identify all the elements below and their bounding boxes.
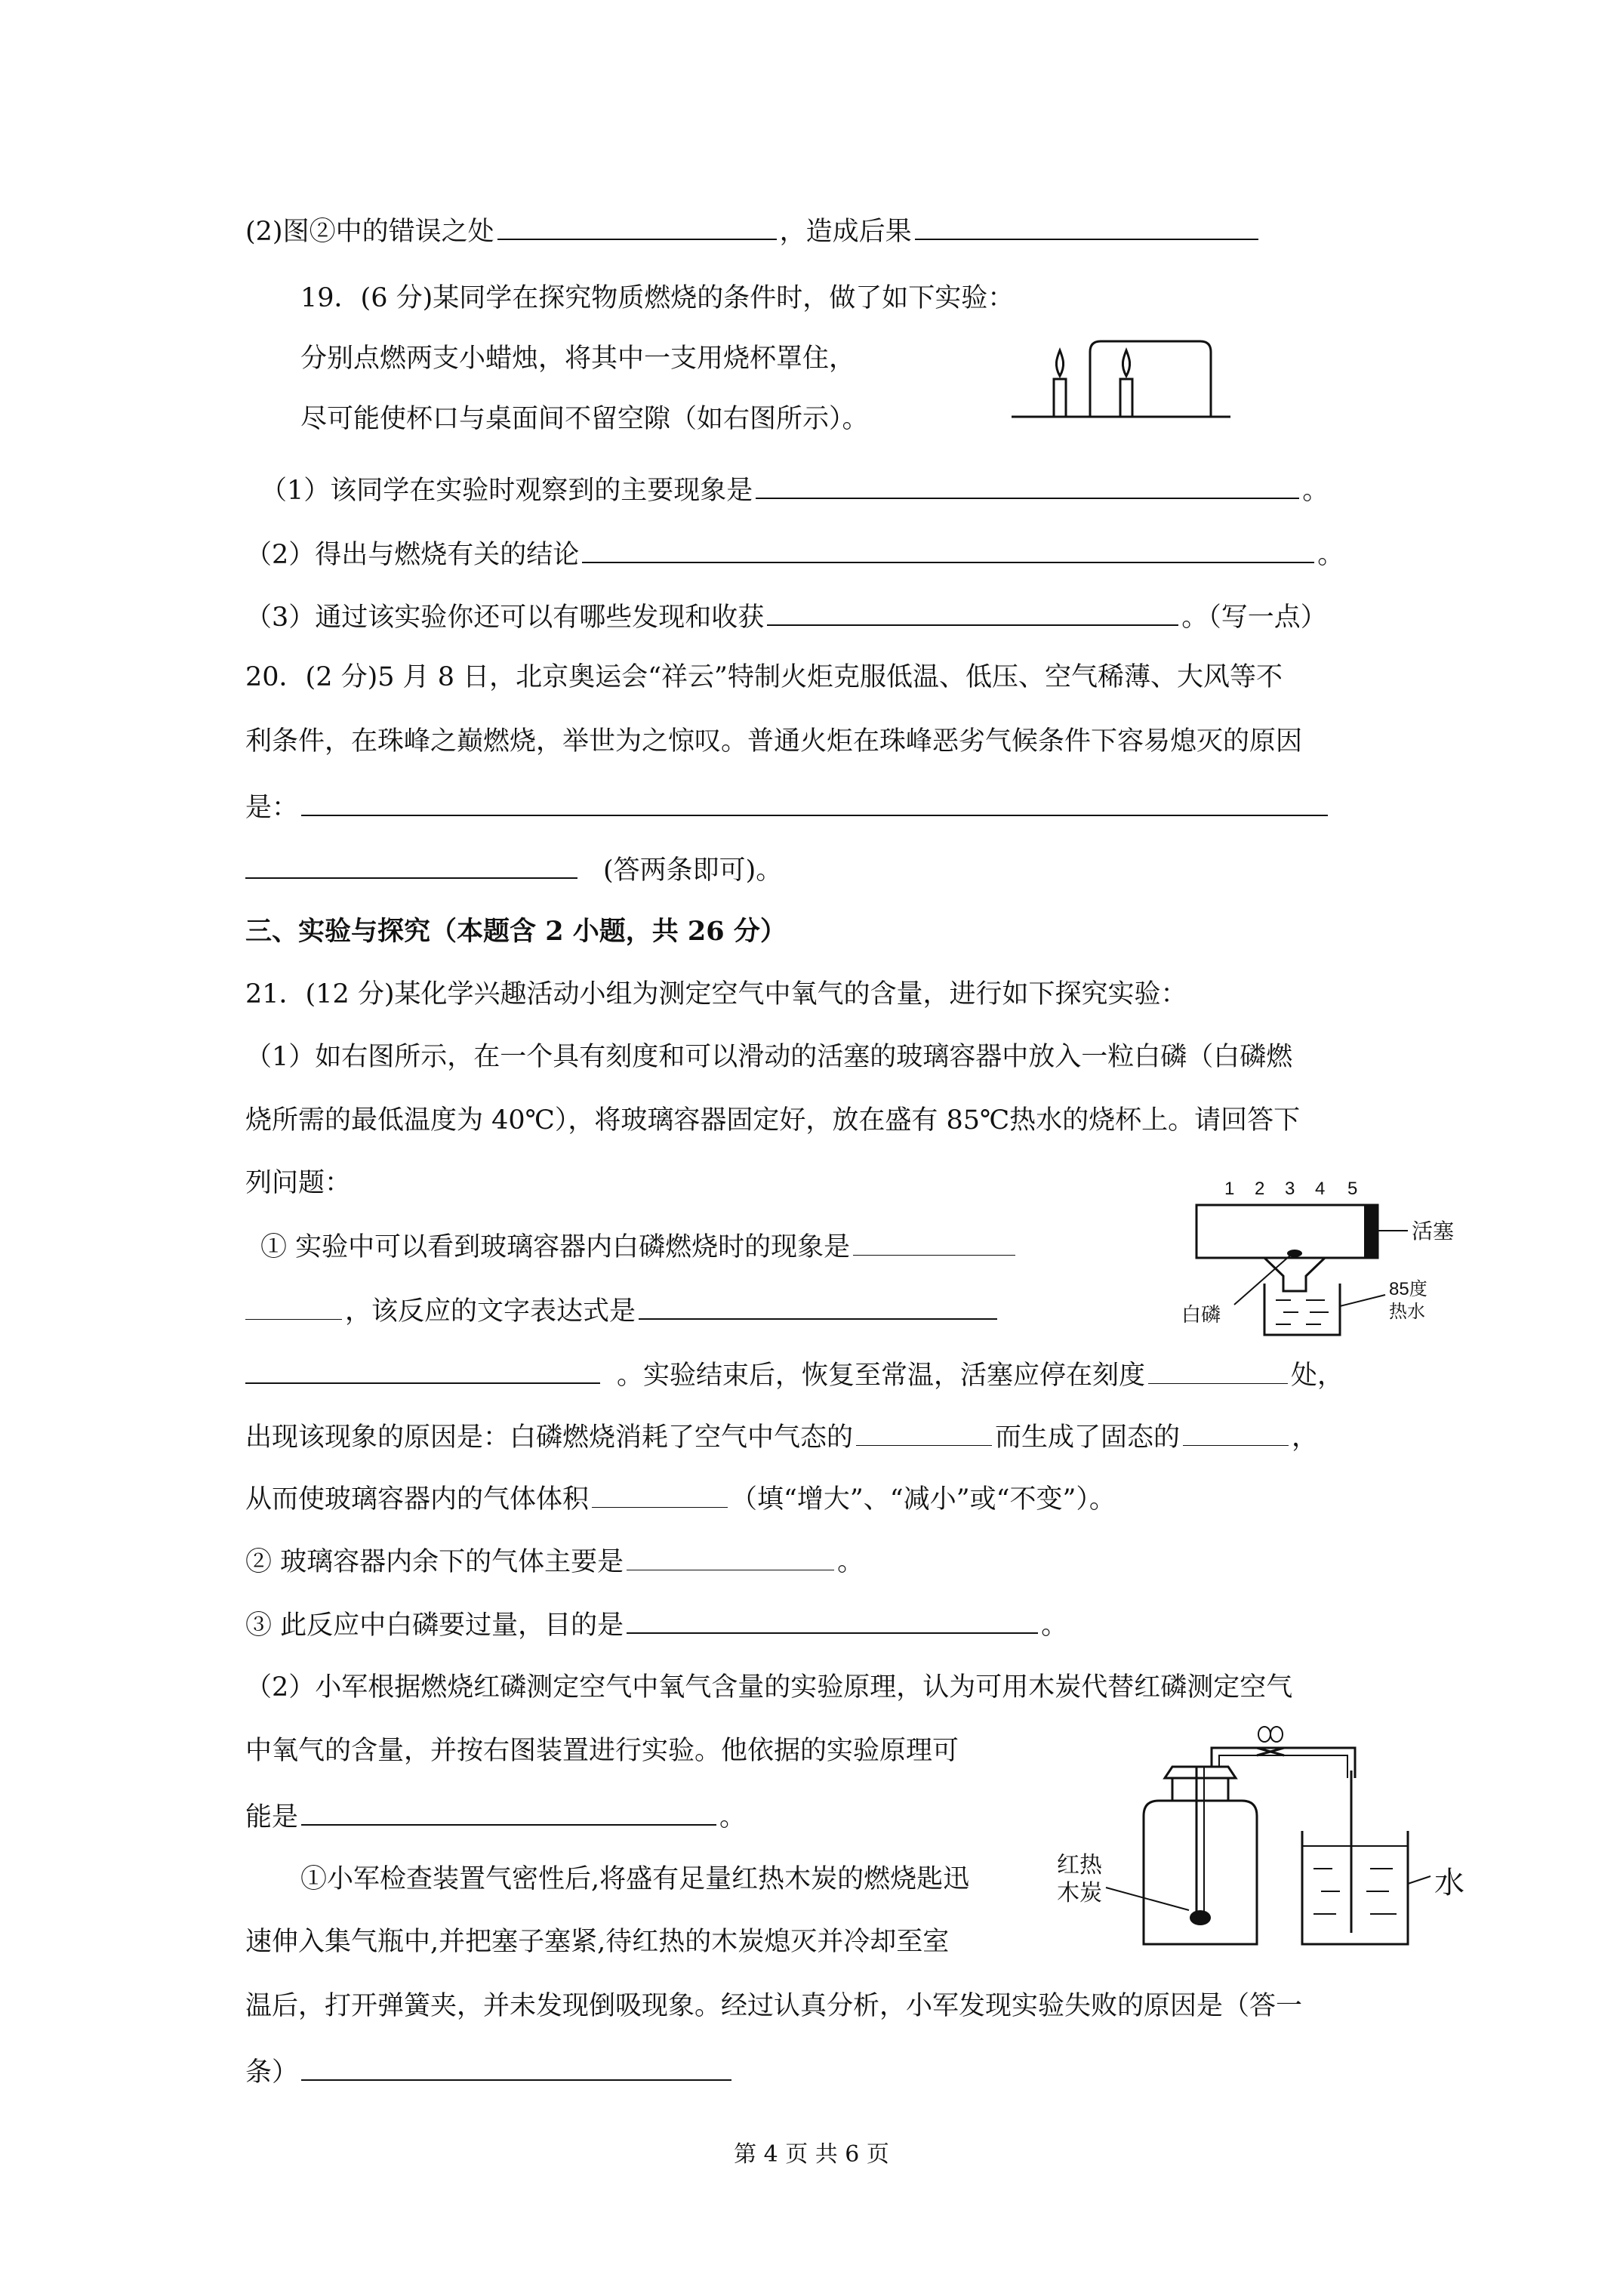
piston-label: 活塞 xyxy=(1412,1219,1455,1243)
scale-label: 5 xyxy=(1347,1179,1358,1199)
answer-blank[interactable] xyxy=(301,2054,731,2081)
piston-apparatus-figure xyxy=(1159,1170,1495,1340)
q21-p1-line-2: 烧所需的最低温度为 40℃），将玻璃容器固定好，放在盛有 85℃热水的烧杯上。请回答下 xyxy=(245,1105,1301,1136)
q21-s1-line-c: 。实验结束后，恢复至常温，活塞应停在刻度 处， xyxy=(245,1357,1344,1392)
answer-blank[interactable] xyxy=(582,536,1314,563)
q18-2-line: (2)图②中的错误之处 ，造成后果 xyxy=(245,213,1261,248)
q21-s1-line-e: 从而使玻璃容器内的气体体积 （填“增大”、“减小”或“不变”）。 xyxy=(245,1481,1116,1516)
q20-line-4: (答两条即可)。 xyxy=(245,852,782,887)
q19-sub1: （1）该同学在实验时观察到的主要现象是 。 xyxy=(260,472,1329,507)
answer-blank[interactable] xyxy=(245,852,577,879)
scale-label: 4 xyxy=(1315,1179,1326,1199)
q21-s1-line-a: ① 实验中可以看到玻璃容器内白磷燃烧时的现象是 xyxy=(260,1229,1018,1264)
answer-blank[interactable] xyxy=(627,1607,1038,1634)
answer-blank[interactable] xyxy=(1183,1419,1289,1446)
q21-p1-line-3: 列问题： xyxy=(245,1168,352,1198)
answer-blank[interactable] xyxy=(245,1357,600,1384)
q19-desc-2: 尽可能使杯口与桌面间不留空隙（如右图所示）。 xyxy=(300,404,869,434)
q21-p3-line-2: 速伸入集气瓶中,并把塞子塞紧,待红热的木炭熄灭并冷却至室 xyxy=(245,1927,950,1957)
answer-blank[interactable] xyxy=(245,1293,342,1320)
q21-p2-line-3: 能是 。 xyxy=(245,1798,746,1834)
water-label: 水 xyxy=(1434,1866,1464,1900)
charcoal-label-2: 木炭 xyxy=(1057,1881,1102,1906)
q21-p2-line-2: 中氧气的含量，并按右图装置进行实验。他依据的实验原理可 xyxy=(245,1736,959,1766)
q20-line-1: 20．(2 分)5 月 8 日，北京奥运会“祥云”特制火炬克服低温、低压、空气稀薄、大风等不 xyxy=(245,662,1283,692)
q20-line-2: 利条件，在珠峰之巅燃烧，举世为之惊叹。普通火炬在珠峰恶劣气候条件下容易熄灭的原因 xyxy=(245,726,1303,757)
answer-blank[interactable] xyxy=(301,1798,716,1826)
candle-beaker-figure xyxy=(1012,332,1230,421)
q19-sub3: （3）通过该实验你还可以有哪些发现和收获 。（写一点） xyxy=(245,599,1327,634)
answer-blank[interactable] xyxy=(1148,1358,1288,1384)
q19-title: 19．(6 分)某同学在探究物质燃烧的条件时，做了如下实验： xyxy=(300,283,1015,313)
q19-desc-1: 分别点燃两支小蜡烛，将其中一支用烧杯罩住， xyxy=(300,344,856,374)
water-temp-label: 85度 xyxy=(1389,1279,1427,1299)
answer-blank[interactable] xyxy=(639,1293,997,1320)
q21-p3-line-3: 温后，打开弹簧夹，并未发现倒吸现象。经过认真分析，小军发现实验失败的原因是（答一 xyxy=(245,1991,1303,2021)
answer-blank[interactable] xyxy=(915,213,1258,240)
q21-p1-line-1: （1）如右图所示，在一个具有刻度和可以滑动的活塞的玻璃容器中放入一粒白磷（白磷燃 xyxy=(245,1042,1293,1072)
answer-blank[interactable] xyxy=(853,1229,1015,1256)
charcoal-label-1: 红热 xyxy=(1057,1853,1102,1878)
q20-line-3: 是： xyxy=(245,789,1331,824)
scale-label: 3 xyxy=(1285,1179,1295,1199)
charcoal-bottle-figure xyxy=(1053,1725,1476,1952)
answer-blank[interactable] xyxy=(756,472,1299,499)
q21-s1-line-d: 出现该现象的原因是：白磷燃烧消耗了空气中气态的 而生成了固态的 ， xyxy=(245,1419,1318,1454)
q21-s1-line-b: ，该反应的文字表达式是 xyxy=(245,1293,1000,1328)
answer-blank[interactable] xyxy=(497,213,777,240)
q19-sub2: （2）得出与燃烧有关的结论 。 xyxy=(245,536,1344,572)
phosphorus-label: 白磷 xyxy=(1181,1303,1221,1326)
section-3-heading: 三、实验与探究（本题含 2 小题，共 26 分） xyxy=(245,916,787,947)
scale-label: 1 xyxy=(1224,1179,1235,1199)
q21-s3-line: ③ 此反应中白磷要过量，目的是 。 xyxy=(245,1607,1067,1642)
answer-blank[interactable] xyxy=(301,789,1328,816)
q21-s2-line: ② 玻璃容器内余下的气体主要是 。 xyxy=(245,1544,864,1579)
q21-p2-line-1: （2）小军根据燃烧红磷测定空气中氧气含量的实验原理，认为可用木炭代替红磷测定空气 xyxy=(245,1672,1293,1703)
page-footer: 第 4 页 共 6 页 xyxy=(734,2141,889,2168)
q21-title: 21．(12 分)某化学兴趣活动小组为测定空气中氧气的含量，进行如下探究实验： xyxy=(245,979,1187,1009)
answer-blank[interactable] xyxy=(767,599,1178,626)
answer-blank[interactable] xyxy=(856,1419,992,1446)
q21-p3-line-1: ①小军检查装置气密性后,将盛有足量红热木炭的燃烧匙迅 xyxy=(300,1864,970,1894)
answer-blank[interactable] xyxy=(592,1481,728,1508)
q21-p3-line-4: 条） xyxy=(245,2054,735,2089)
hot-water-label: 热水 xyxy=(1389,1302,1425,1322)
answer-blank[interactable] xyxy=(627,1544,834,1570)
scale-label: 2 xyxy=(1255,1179,1265,1199)
